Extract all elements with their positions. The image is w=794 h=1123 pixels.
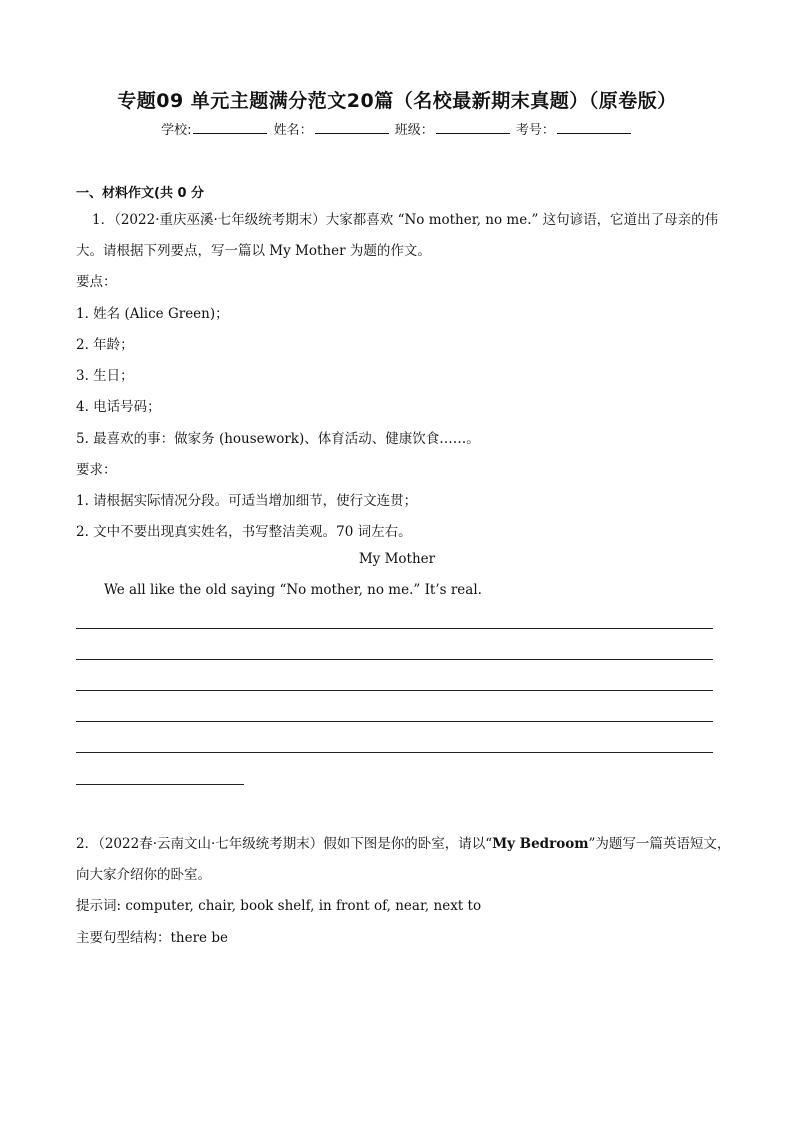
q1-point-item: 4. 电话号码； xyxy=(76,399,161,415)
q1-prompt-line1: 1．（2022·重庆巫溪·七年级统考期末）大家都喜欢 “No mother, no me.” 这句谚语，它道出了母亲的伟 xyxy=(92,212,719,228)
exam-no-blank[interactable] xyxy=(557,121,631,134)
q2-sentence-structure: 主要句型结构：there be xyxy=(76,930,228,946)
q1-point-item: 5. 最喜欢的事：做家务 (housework)、体育活动、健康饮食……。 xyxy=(76,431,480,447)
q2-prompt-line2: 向大家介绍你的卧室。 xyxy=(76,867,211,883)
student-info-row xyxy=(0,119,794,138)
q2-hint-words: 提示词: computer, chair, book shelf, in front of, near, next to xyxy=(76,898,482,914)
answer-line[interactable] xyxy=(76,690,713,691)
answer-line[interactable] xyxy=(76,721,713,722)
q2-essay-title: My Bedroom xyxy=(492,836,589,852)
q1-point-item: 2. 年龄； xyxy=(76,337,134,353)
class-blank[interactable] xyxy=(436,121,510,134)
exam-no-label: 考号： xyxy=(515,123,555,138)
q1-requirement-item: 1. 请根据实际情况分段。可适当增加细节，使行文连贯； xyxy=(76,493,418,509)
q2-prompt-prefix: 2．（2022春·云南文山·七年级统考期末）假如下图是你的卧室，请以“ xyxy=(76,836,493,852)
answer-line[interactable] xyxy=(76,752,713,753)
section-heading: 一、材料作文(共 0 分 xyxy=(76,186,205,201)
name-label: 姓名： xyxy=(273,123,313,138)
q1-requirement-item: 2. 文中不要出现真实姓名，书写整洁美观。70 词左右。 xyxy=(76,524,412,540)
q1-essay-start: We all like the old saying “No mother, no me.” It’s real. xyxy=(104,582,482,598)
answer-line[interactable] xyxy=(76,628,713,629)
q1-points-label: 要点： xyxy=(76,274,117,290)
school-label: 学校: xyxy=(161,123,192,138)
q1-point-item: 3. 生日； xyxy=(76,368,134,384)
q1-essay-title: My Mother xyxy=(358,551,436,567)
name-blank[interactable] xyxy=(315,121,389,134)
answer-line[interactable] xyxy=(76,659,713,660)
q2-prompt-line1 xyxy=(76,832,730,852)
q2-prompt-suffix: ”为题写一篇英语短文， xyxy=(588,836,731,852)
page-title: 专题09 单元主题满分范文20篇（名校最新期末真题）（原卷版） xyxy=(117,90,677,112)
q1-requirements-label: 要求： xyxy=(76,462,117,478)
school-blank[interactable] xyxy=(193,121,267,134)
class-label: 班级： xyxy=(394,123,434,138)
answer-line-short[interactable] xyxy=(76,784,244,785)
q1-prompt-line2: 大。请根据下列要点，写一篇以 My Mother 为题的作文。 xyxy=(76,243,431,259)
q1-point-item: 1. 姓名 (Alice Green)； xyxy=(76,306,229,322)
